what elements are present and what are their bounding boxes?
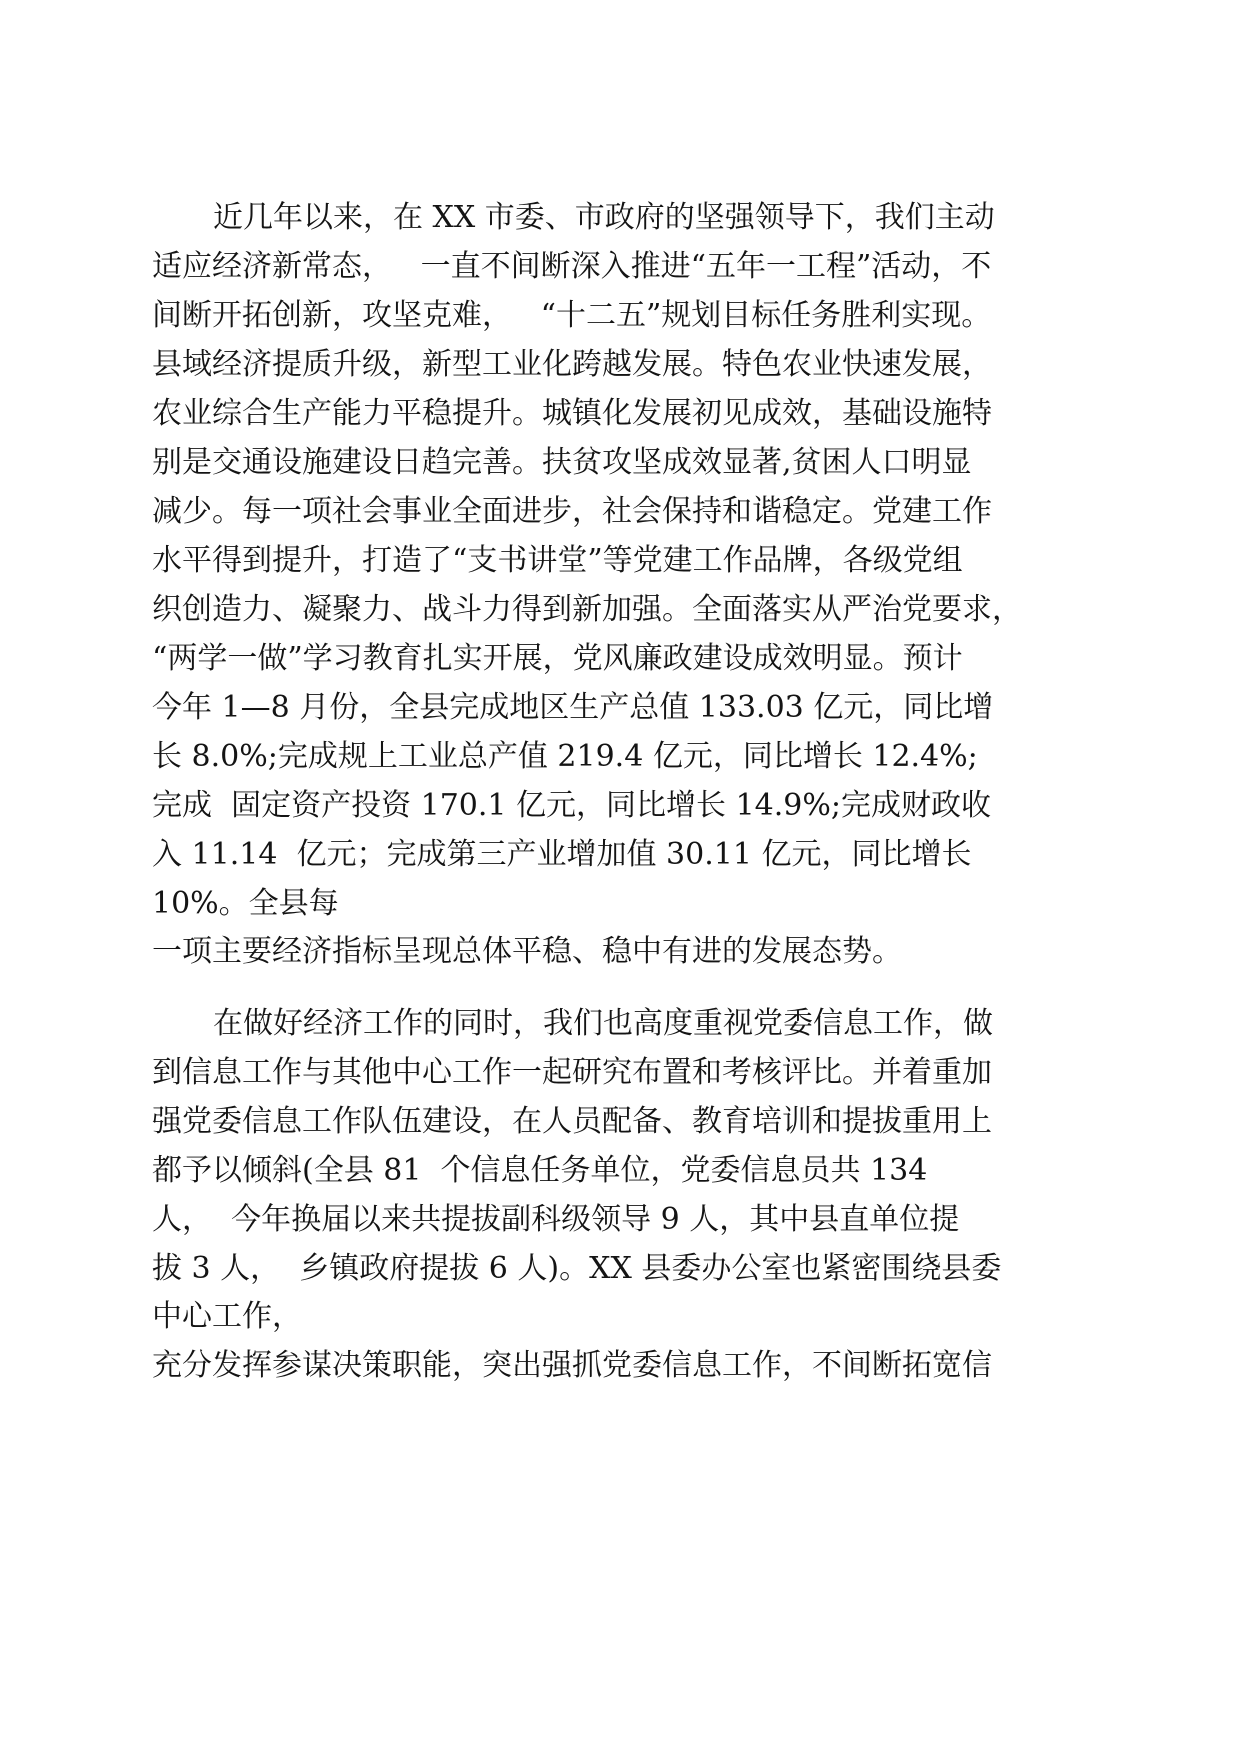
text-line: 近几年以来，在 XX 市委、市政府的坚强领导下，我们主动: [213, 200, 995, 235]
text-line: 在做好经济工作的同时，我们也高度重视党委信息工作，做: [213, 1006, 993, 1041]
text-line: 完成 固定资产投资 170.1 亿元，同比增长 14.9%;完成财政收: [152, 788, 991, 823]
text-line: 一项主要经济指标呈现总体平稳、稳中有进的发展态势。: [152, 934, 902, 969]
text-line: 织创造力、凝聚力、战斗力得到新加强。全面落实从严治党要求，: [152, 592, 1022, 627]
text-line: 到信息工作与其他中心工作一起研究布置和考核评比。并着重加: [152, 1055, 992, 1090]
text-line: 中心工作，: [152, 1299, 302, 1334]
text-line: 别是交通设施建设日趋完善。扶贫攻坚成效显著,贫困人口明显: [152, 445, 972, 480]
text-line: 农业综合生产能力平稳提升。城镇化发展初见成效，基础设施特: [152, 396, 992, 431]
text-line: 人， 今年换届以来共提拔副科级领导 9 人，其中县直单位提: [152, 1202, 960, 1237]
text-line: 今年 1—8 月份，全县完成地区生产总值 133.03 亿元，同比增: [152, 690, 994, 725]
text-line: 入 11.14 亿元；完成第三产业增加值 30.11 亿元，同比增长: [152, 837, 972, 872]
text-line: 10%。全县每: [152, 886, 339, 921]
text-line: 都予以倾斜(全县 81 个信息任务单位，党委信息员共 134: [152, 1153, 928, 1188]
text-line: 间断开拓创新，攻坚克难， “十二五”规划目标任务胜利实现。: [152, 298, 992, 333]
text-line: 充分发挥参谋决策职能，突出强抓党委信息工作，不间断拓宽信: [152, 1348, 992, 1383]
text-line: 长 8.0%;完成规上工业总产值 219.4 亿元，同比增长 12.4%;: [152, 739, 978, 774]
text-line: “两学一做”学习教育扎实开展，党风廉政建设成效明显。预计: [152, 641, 963, 676]
text-line: 拔 3 人， 乡镇政府提拔 6 人)。XX 县委办公室也紧密围绕县委: [152, 1251, 1002, 1286]
text-line: 水平得到提升，打造了“支书讲堂”等党建工作品牌，各级党组: [152, 543, 963, 578]
text-line: 适应经济新常态， 一直不间断深入推进“五年一工程”活动，不: [152, 249, 992, 284]
text-line: 强党委信息工作队伍建设，在人员配备、教育培训和提拔重用上: [152, 1104, 992, 1139]
text-line: 县域经济提质升级，新型工业化跨越发展。特色农业快速发展，: [152, 347, 992, 382]
text-line: 减少。每一项社会事业全面进步，社会保持和谐稳定。党建工作: [152, 494, 992, 529]
